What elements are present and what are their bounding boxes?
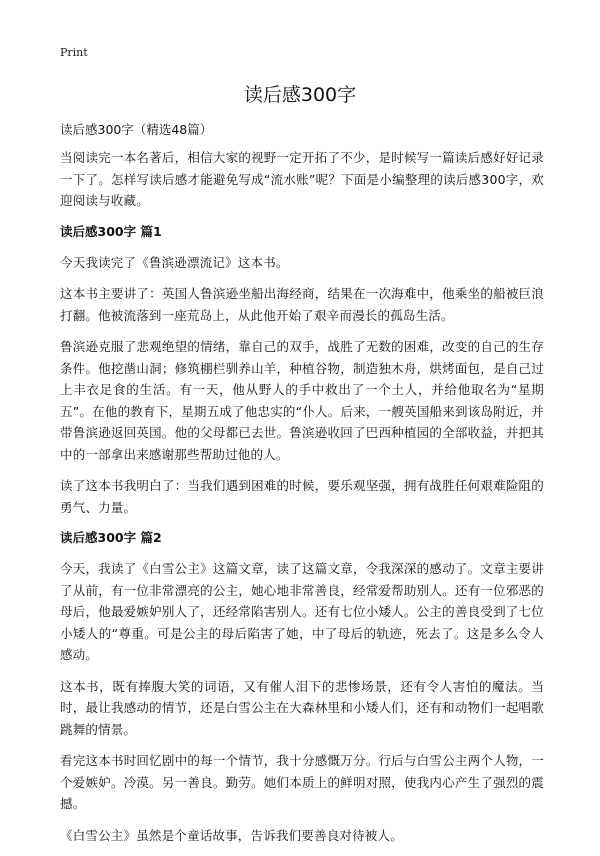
- section-heading-2: 读后感300字 篇2: [60, 530, 162, 545]
- page-title: 读后感300字: [243, 84, 357, 106]
- paragraph: 鲁滨逊克服了悲观绝望的情绪，靠自己的双手，战胜了无数的困难，改变的自己的生存条件。他挖凿山洞；修筑棚栏驯养山羊，种植谷物，制造独木舟，烘烤面包，是自己过上丰衣足食的生活。有一天，他从野人的手中救出了一个土人，并给他取名为“星期五”。在他的教育下，星期五成了他忠实的“仆人。后来，一艘英国船来到该岛附近，并带鲁滨逊返回英国。他的父母都已去世。鲁滨逊收回了巴西种植园的全部收益，并把其中的一部拿出来感谢那些帮助过他的人。: [60, 339, 544, 462]
- intro-paragraph: 当阅读完一本名著后，相信大家的视野一定开拓了不少，是时候写一篇读后感好好记录一下了。怎样写读后感才能避免写成“流水账”呢？下面是小编整理的读后感300字，欢迎阅读与收藏。: [60, 150, 544, 208]
- section-heading-1: 读后感300字 篇1: [60, 223, 162, 239]
- paragraph: 这本书，既有捧腹大笑的词语，又有催人泪下的悲惨场景，还有令人害怕的魔法。当时，最让我感动的情节，还是白雪公主在大森林里和小矮人们，还有和动物们一起唱歌跳舞的情景。: [60, 678, 544, 737]
- paragraph: 《白雪公主》虽然是个童话故事，告诉我们要善良对待被人。: [60, 827, 403, 843]
- paragraph: 读了这本书我明白了：当我们遇到困难的时候，要乐观坚强，拥有战胜任何艰难险阻的勇气、力量。: [60, 478, 544, 515]
- paragraph: 这本书主要讲了：英国人鲁滨逊坐船出海经商，结果在一次海难中，他乘坐的船被巨浪打翻。他被流落到一座荒岛上，从此他开始了艰辛而漫长的孤岛生活。: [60, 286, 544, 323]
- paragraph: 今天，我读了《白雪公主》这篇文章，读了这篇文章，令我深深的感动了。文章主要讲了从前，有一位非常漂亮的公主，她心地非常善良，经常爱帮助别人。还有一位邪恶的母后，他最爱嫉妒别人了，还经常陷害别人。还有七位小矮人。公主的善良受到了七位小矮人的“尊重。可是公主的母后陷害了她，中了母后的轨迹，死去了。这是多么令人感动。: [60, 561, 544, 662]
- subtitle: 读后感300字（精选48篇）: [60, 122, 213, 137]
- print-link[interactable]: Print: [60, 46, 88, 59]
- paragraph: 看完这本书时回忆剧中的每一个情节，我十分感慨万分。行后与白雪公主两个人物，一个爱嫉妒。冷漠。另一善良。勤劳。她们本质上的鲜明对照，使我内心产生了强烈的震撼。: [60, 753, 544, 811]
- article-body: [60, 122, 544, 856]
- paragraph: 今天我读完了《鲁滨逊漂流记》这本书。: [60, 254, 289, 270]
